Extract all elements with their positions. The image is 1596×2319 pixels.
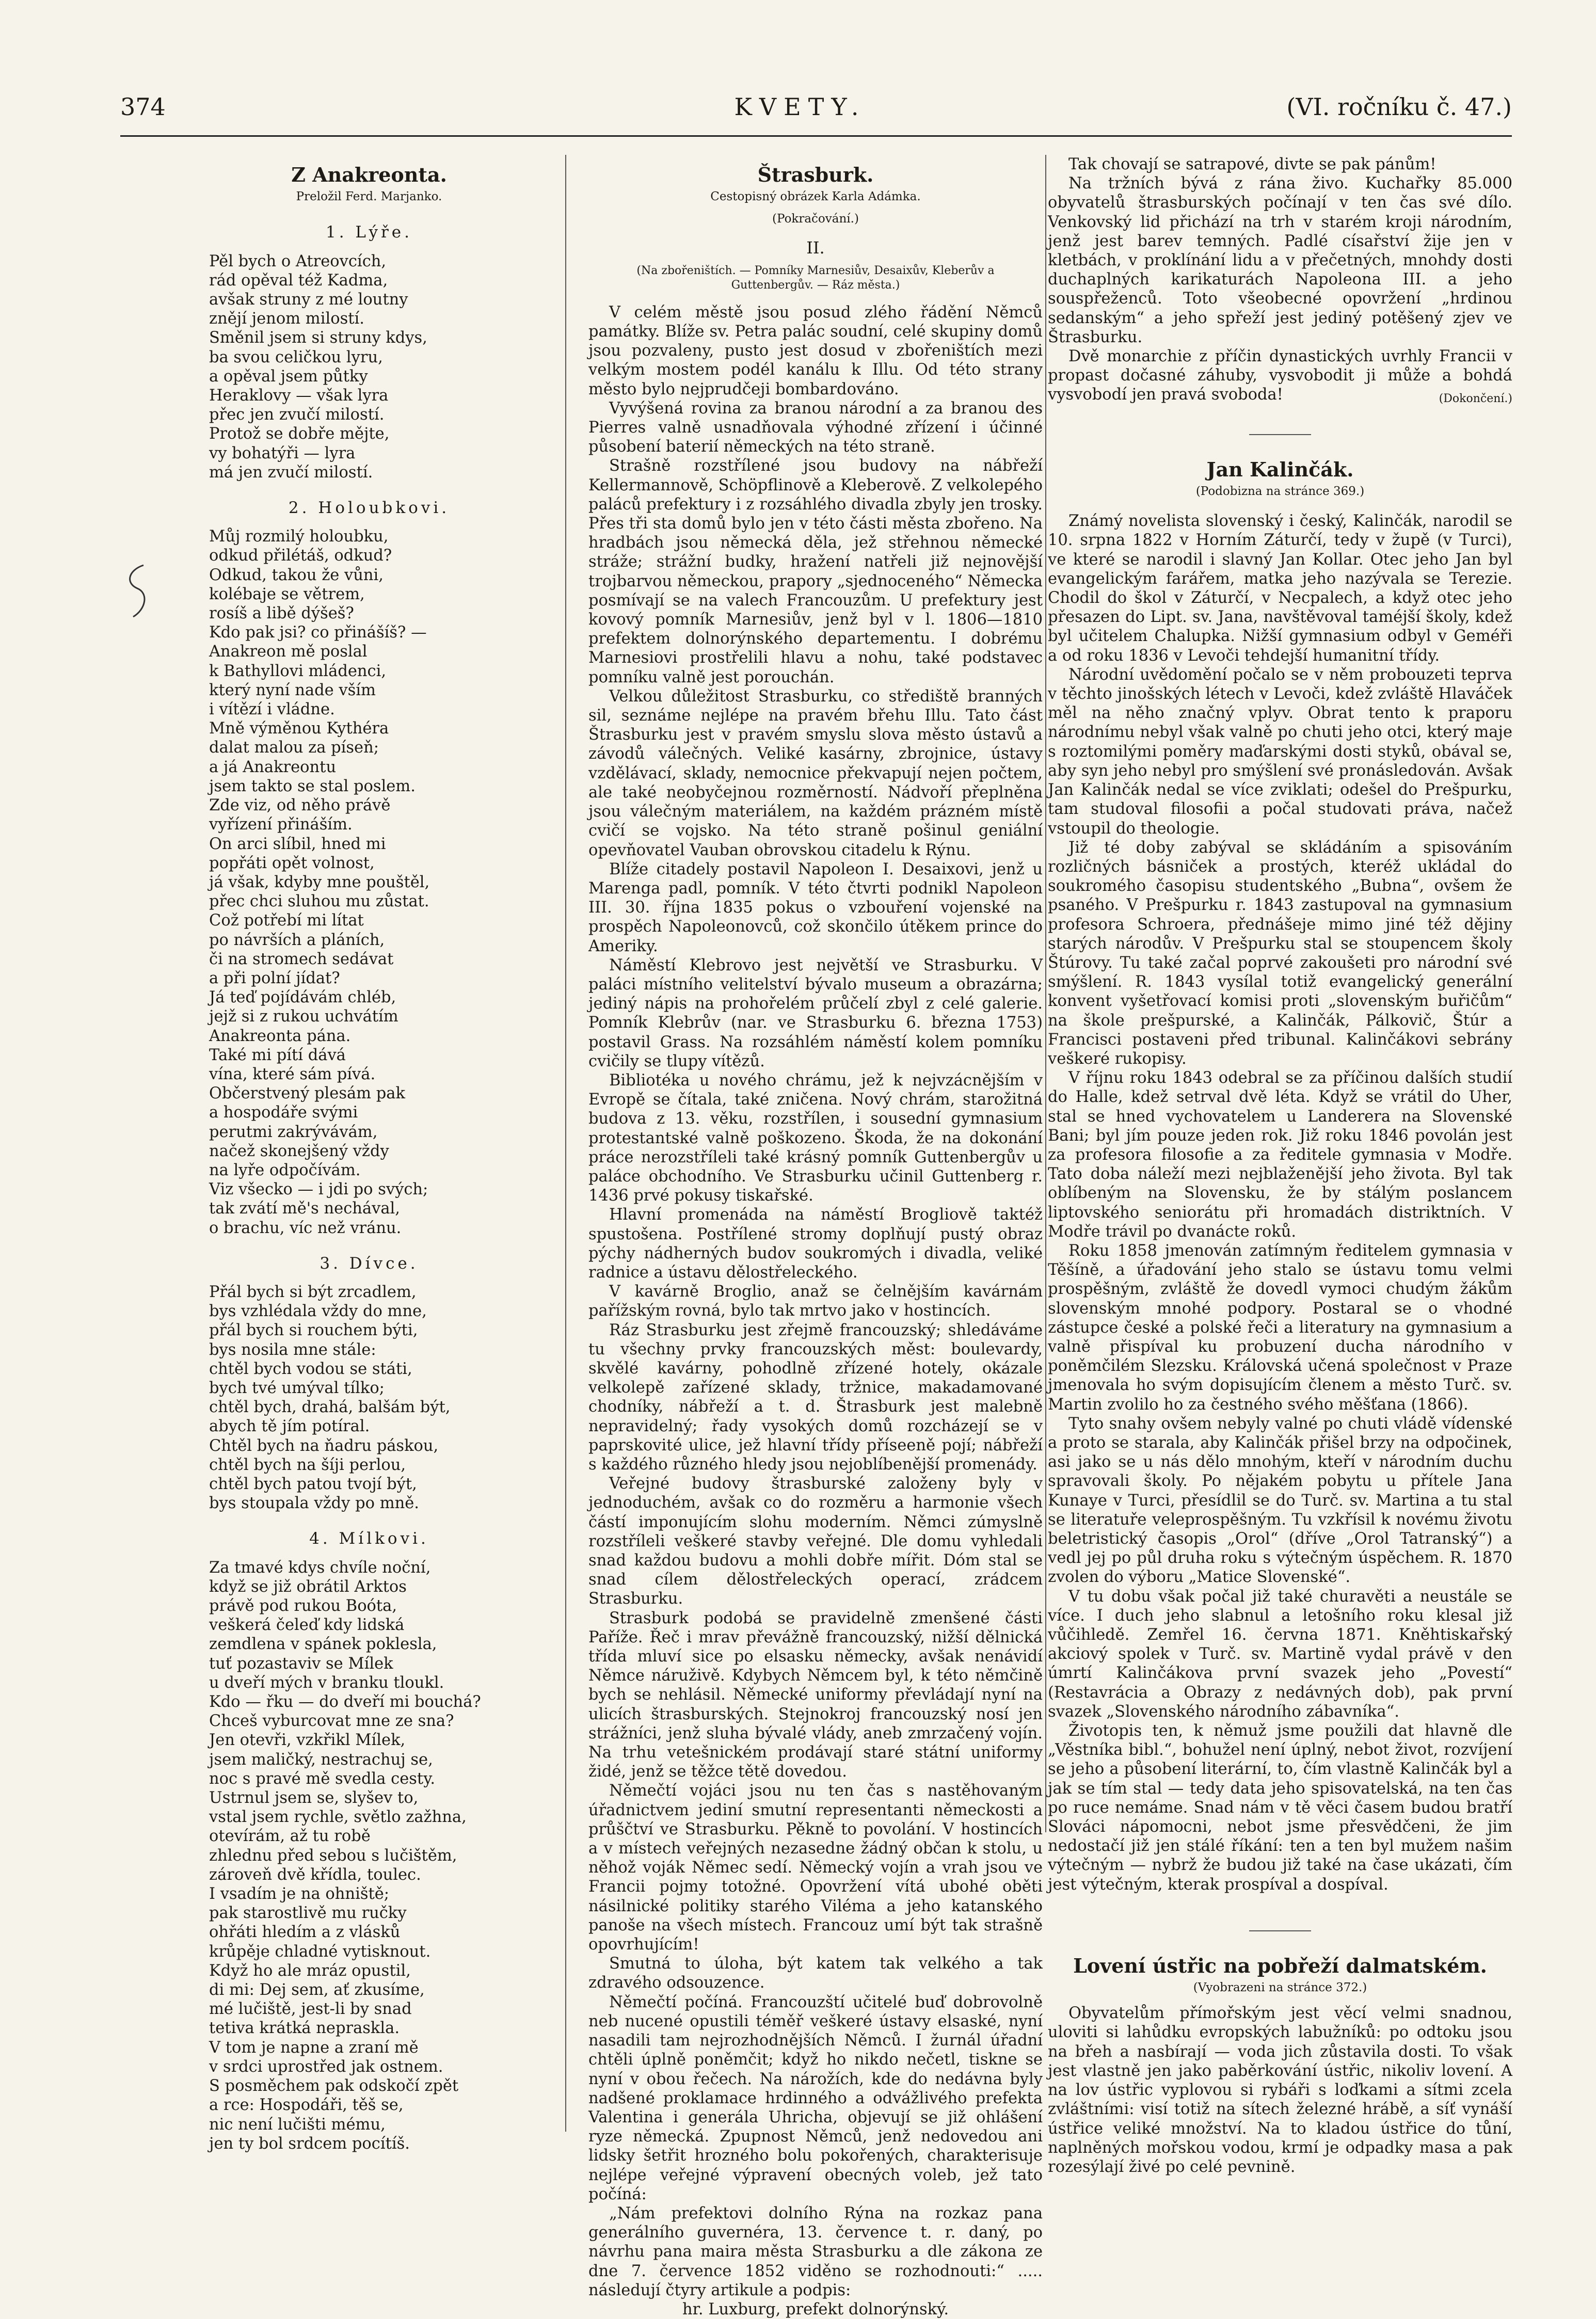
paragraph: Němečtí vojáci jsou nu ten čas s nastěhovaným úřadnictvem jediní smutní representanti německosti a průščtví ve Strasburku. Pěkně to povolání. V hostincích a v místech veřejných nezasedne žádný občan k stolu, u něhož voják Němec sedí. Německý vojín a vrah jsou ve Francii pojmy totožné. Opovržení vítá ubohé oběti násilnické politiky starého Viléma a jeho katanského panoše na všech místech. Francouz umí být tak strašně opovrhujícím! [588, 1782, 1043, 1954]
paragraph: Strasburk podobá se pravidelně zmenšené části Paříže. Řeč i mrav převážně francouzský, nižší dělnická třída mluví sice po elsasku německy, avšak nenávidí Němce náruživě. Kdybych Němcem byl, k této němčině bych se nehlásil. Německé uniformy převládají nyní na ulicích štrasburských. Stejnokroj francouzský nosí jen strážníci, jenž sluha bývalé vlády, aneb zmrzačený vojín. Na trhu vetešnickém prodávají staré státní uniformy židé, jenž se těžce tětě dovedou. [588, 1609, 1043, 1781]
verse-line: a při polní jídat? [209, 969, 340, 987]
verse-line: Odkud, takou že vůni, [209, 566, 384, 584]
chapter-number: II. [806, 237, 825, 258]
verse-line: S posměchem pak odskočí zpět [209, 2077, 459, 2096]
poem-section-heading: 2. Holoubkovi. [288, 499, 450, 518]
right-column [1048, 155, 1512, 2177]
verse-line: Protož se dobře mějte, [209, 425, 390, 443]
anakreon-column [209, 155, 529, 2153]
paragraph: Tyto snahy ovšem nebyly valné po chuti vládě vídenské a proto se starala, aby Kalinčák přišel brzy na odpočinek, asi jako se u nás dělo mnohým, kteří v národním duchu spravovali školy. Po nějakém pobytu u přítele Jana Kunaye v Turci, přesídlil se do Turč. sv. Martina a tu stal se literatuře veleprospěšným. Tu vzkřísil k novému životu beletristický časopis „Orol“ (dříve „Orol Tatranský“) a vedl jej po půl druha roku s výtečným úspěchem. R. 1870 zvolen do výboru „Matice Slovenské“. [1048, 1414, 1512, 1587]
verse-line: perutmi zakrývávám, [209, 1123, 378, 1141]
verse-line: Můj rozmilý holoubku, [209, 527, 389, 546]
verse-line: vstal jsem rychle, světlo zažhna, [209, 1808, 467, 1827]
verse-line: jsem maličký, nestrachuj se, [209, 1750, 433, 1769]
verse [209, 1283, 529, 1513]
strasburk-column [588, 155, 1043, 2319]
verse-line: rosíš a libě dýšeš? [209, 604, 354, 623]
verse-line: vína, které sám pívá. [209, 1065, 376, 1083]
paragraph: Blíže citadely postavil Napoleon I. Desaixovi, jenž u Marenga padl, pomník. V této čtvrti podnikl Napoleon III. 30. října 1835 pokus o vzbouření vojenské na prospěch Napoleonovců, což skončilo útěkem prince do Ameriky. [588, 860, 1043, 955]
verse-line: nic není lučišti mému, [209, 2115, 386, 2134]
verse-line: Anakreon mě poslal [209, 643, 368, 661]
signature: hr. Luxburg, prefekt dolnorýnský. [682, 2300, 949, 2318]
verse [209, 527, 529, 1238]
paragraph: V kavárně Broglio, anaž se čelnějším kavárnám pařížským rovná, bylo tak mrtvo jako v hostincích. [588, 1283, 1043, 1320]
verse-line: Viz všecko — i jdi po svých; [209, 1180, 428, 1199]
verse-line: k Bathyllovi mládenci, [209, 662, 387, 680]
verse-line: po návrších a pláních, [209, 931, 385, 949]
verse-line: Kdo pak jsi? co přinášíš? — [209, 623, 427, 642]
kalincak-subtitle: (Podobizna na stránce 369.) [1195, 485, 1365, 499]
paragraph: Ráz Strasburku jest zřejmě francouzský; shledáváme tu všechny prvky francouzských měst: boulevardy, skvělé kavárny, pohodlně zřízené hotely, okázale velkolepě zařízené sklady, tržnice, makadamované chodníky, nábřeží a t. d. Štrasburk jest malebně nepravidelný; řady vysokých domů rozcházejí se v paprskovité ulice, jež hlavní třídy příseeně pojí; nábřeží s každého různého hledy jsou nejoblíbenější promenády. [588, 1321, 1043, 1474]
verse-line: Občerstvený plesám pak [209, 1084, 405, 1103]
page-number: 374 [120, 93, 166, 121]
poem-section-heading: 1. Lýře. [325, 223, 412, 242]
paragraph: Veřejné budovy štrasburské založeny byly v jednoduchém, avšak co do rozměru a harmonie všech částí imponujícím slohu moderním. Němci zúmyslně rozstříleli veškeré stavby veřejné. Dle domu vyhledali snad každou budovu a mohli dobře mířit. Dóm stal se snad cílem dělostřeleckých operací, zrádcem Strasburku. [588, 1475, 1043, 1608]
paragraph: Náměstí Klebrovo jest největší ve Strasburku. V paláci místního velitelství bývalo museum a obrazárna; jediný nápis na prohořelém průčelí zbyl z celé galerie. Pomník Klebrův (nar. ve Strasburku 6. března 1753) postavil Grass. Na rozsáhlém náměstí kolem pomníku cvičily se tlupy vítězů. [588, 956, 1043, 1070]
paragraph: Bibliotéka u nového chrámu, jež k nejvzácnějším v Evropě se čítala, také zničena. Nový chrám, starožitná budova z 13. věku, rozstřílen, i sousední gymnasium protestantské valně poškozeno. Škoda, že na dokonání práce nerozstříleli také krásný pomník Guttenbergův u paláce obchodního. Ve Strasburku učinil Guttenberg r. 1436 prvé pokusy tiskařské. [588, 1071, 1043, 1205]
masthead: KVETY. [734, 93, 866, 121]
paragraph: V celém městě jsou posud zlého řádění Němců památky. Blíže sv. Petra palác soudní, celé skupiny domů jsou pozvaleny, pusto jest dosud v zbořeništích mezi velkým mostem podél kanálu k Illu. Od této strany město bylo nejprudčeji bombardováno. [588, 303, 1043, 398]
verse-line: tetiva krátká nepraskla. [209, 2019, 400, 2038]
verse-line: Anakreonta pána. [209, 1027, 351, 1045]
verse-line: a opěval jsem půtky [209, 367, 368, 386]
paragraph: Na tržních bývá z rána živo. Kuchařky 85.000 obyvatelů štrasburských počínají v ten čas své dílo. Venkovský lid přichází na trh v starém kroji národním, jenž jest barev temných. Padlé císařství žije jen v kletbách, v proklínání lidu a v přečetných, mnohdy dosti duchaplných karikaturách Napoleona III. a jeho souspřeženců. Toto všeobecné opovržení „hrdinou sedanským“ a jeho spřeží jest jediný potěšený zjev ve Štrasburku. [1048, 174, 1512, 346]
verse-line: o brachu, víc než vránu. [209, 1219, 402, 1237]
paragraph: Hlavní promenáda na náměstí Brogliově taktéž spustošena. Postřílené stromy doplňují pustý obraz pýchy nádherných budov soukromých i divadla, veliké radnice a ústavu dělostřeleckého. [588, 1206, 1043, 1282]
verse-line: Kdo — řku — do dveří mi bouchá? [209, 1693, 481, 1712]
paragraph: Národní uvědomění počalo se v něm probouzeti teprva v těchto jinošských létech v Levoči, kdež zvláště Hlaváček měl na něho značný vplyv. Obrat tento k praporu národnímu nebyl však valně po chuti jeho otci, který maje s roztomilými poměry maďarskými dosti styků, obával se, aby syn jeho nebyl pro smýšlení své pronásledován. Avšak Jan Kalinčák nedal se více zviklati; odešel do Prešpurku, tam studoval filosofii a počal studovati práva, načež vstoupil do theologie. [1048, 665, 1512, 838]
verse-line: abych tě jím potíral. [209, 1417, 370, 1436]
verse-line: u dveří mých v branku tloukl. [209, 1673, 444, 1692]
verse-line: popřáti opět volnost, [209, 854, 375, 872]
verse-line: zemdlena v spánek poklesla, [209, 1635, 437, 1654]
ustrice-title: Lovení ústřic na pobřeží dalmatském. [1073, 1954, 1487, 1977]
strasburk-ending [1048, 155, 1512, 405]
verse-line: mé lučiště, jest-li by snad [209, 2000, 412, 2019]
verse-line: přál bych si rouchem býti, [209, 1321, 418, 1340]
paragraph: Velkou důležitost Strasburku, co střediště branných sil, seznáme nejlépe na pravém břehu Illu. Tato část Štrasburku jest v pravém smyslu slova město ústavů a závodů válečných. Veliké kasárny, zbrojnice, ústavy vzdělávací, sklady, nemocnice překvapují nejen počtem, ale také neobyčejnou rozměrností. Nádvoří přeplněna jsou válečným materiálem, na každém prázném místě cvičí se vojsko. Na této straně pošinul geniální opevňovatel Vauban obrovskou citadelu k Rýnu. [588, 687, 1043, 859]
paragraph: V říjnu roku 1843 odebral se za příčinou dalších studií do Halle, kdež setrval dvě léta. Když se vrátil do Uher, stal se hned vychovatelem u Landerera na Slovenské Bani; byl jím pouze jeden rok. Již roku 1846 povolán jest za profesora filosofie a za ředitele gymnasia v Modře. Tato doba náleží mezi nejblaženější jeho života. Byl tak oblíbeným na Slovensku, že by stálým poslancem liptovského seniorátu při hromadách distriktních. V Modře trávil po dvanácte roků. [1048, 1069, 1512, 1241]
continued-note: (Pokračování.) [772, 212, 859, 226]
verse-line: má jen zvučí milostí. [209, 463, 373, 482]
verse-line: zhlednu před sebou s lučištěm, [209, 1846, 457, 1865]
verse-line: Pěl bych o Atreovcích, [209, 252, 387, 270]
kalincak-title: Jan Kalinčák. [1206, 457, 1354, 481]
translator-credit: Preložil Ferd. Marjanko. [296, 190, 442, 204]
verse-line: Za tmavé kdys chvíle noční, [209, 1558, 431, 1577]
verse-line: Přál bych si být zrcadlem, [209, 1283, 417, 1301]
poem-section-heading: 4. Mílkovi. [309, 1529, 429, 1548]
verse-line: chtěl bych vodou se státi, [209, 1360, 412, 1378]
verse-line: Zde viz, od něho právě [209, 796, 391, 815]
verse-line: Také mi pítí dává [209, 1046, 346, 1064]
separator [1249, 1930, 1311, 1931]
paragraph: Strašně rozstřílené jsou budovy na nábřeží Kellermannově, Schöpflinově a Kleberově. Z velkolepého paláců prefektury i z rozsáhlého divadla zbyly jen trosky. Přes tři sta domů bylo jen v této části města zbořeno. Na hradbách jsou německá děla, jež střehnou německé stráže; strážní budky, hražení natřeli již nejnovější trojbarvou německou, prapory „sjednoceného“ Německa posmívají se na valech Francouzům. U prefektury jest kovový pomník Marnesiův, jenž byl v l. 1806—1810 prefektem dolnorýnského departementu. I dobrému Marnesiovi prostřelili hlavu a nohu, také podstavec pomníku valně jest porouchán. [588, 457, 1043, 686]
contents-note: (Na zbořeništích. — Pomníky Marnesiův, Desaixův, Kleberův a Guttenbergův. — Ráz města.) [636, 264, 995, 292]
verse-line: avšak struny z mé loutny [209, 291, 408, 309]
poem-sections [209, 223, 529, 2153]
verse-line: di mi: Dej sem, ať zkusíme, [209, 1981, 425, 2000]
verse-line: rád opěval též Kadma, [209, 271, 388, 290]
verse-line: kolébaje se větrem, [209, 585, 365, 603]
verse-line: I vsadím je na ohniště; [209, 1885, 390, 1904]
verse-line: a hospodáře svými [209, 1103, 358, 1122]
verse-line: veškerá čeleď kdy lidská [209, 1616, 405, 1635]
verse-line: V tom je napne a zraní mě [209, 2038, 419, 2057]
paragraph: „Nám prefektovi dolního Rýna na rozkaz pana generálního guvernéra, 13. července t. r. daný, po návrhu pana maira města Strasburku a dle zákona ze dne 7. července 1852 viděno se rozhodnouti:“ ..... následují čtyry artikule a podpis: [588, 2204, 1043, 2299]
article-title: Štrasburk. [757, 163, 874, 186]
verse-line: znějí jenom milostí. [209, 310, 364, 328]
verse-line: On arci slíbil, hned mi [209, 835, 386, 853]
verse-line: jen ty bol srdcem pocítíš. [209, 2134, 410, 2153]
verse-line: když se již obrátil Arktos [209, 1577, 407, 1596]
verse-line: Chtěl bych na ňadru páskou, [209, 1436, 439, 1455]
paragraph: Němečtí počíná. Francouzští učitelé buď dobrovolně neb nucené opustili téměř veškeré ústavy elsaské, nyní nasadili tam nejrozhodnějších Němců. I žurnál úřadní chtěli úplně poněmčit; když ho nikdo nečetl, tiskne se nyní v obou řečech. Na nárožích, kde do nedávna byly nadšené proklamace hrdinného a odvážlivého prefekta Valentina i generála Uhricha, objevují se již ohlášení ryze německá. Zpupnost Němců, jenž nedovedou ani lidsky šetřit hrozného bolu pokořených, charakterisuje nejlépe veřejné výpravení obecných voleb, jež tato počíná: [588, 1993, 1043, 2203]
verse-line: či na stromech sedávat [209, 950, 394, 968]
separator [1249, 434, 1311, 435]
verse-line: Směnil jsem si struny kdys, [209, 329, 427, 347]
verse-line: bych tvé umýval tílko; [209, 1379, 385, 1397]
verse-line: jejž si z rukou uchvátím [209, 1007, 398, 1026]
verse-line: Mně výměnou Kythéra [209, 719, 389, 738]
verse-line: chtěl bych, drahá, balšám být, [209, 1398, 451, 1417]
verse-line: jsem takto se stal poslem. [209, 777, 416, 795]
verse-line: a já Anakreontu [209, 758, 337, 776]
verse-line: pak starostlivě mu ručky [209, 1904, 407, 1923]
kalincak-body [1048, 511, 1512, 1894]
verse-line: otevírám, až tu robě [209, 1827, 371, 1846]
verse-line: Já teď pojídávám chléb, [209, 988, 396, 1007]
verse-line: vyřízení přináším. [209, 815, 353, 834]
verse-line: právě pod rukou Boóta, [209, 1597, 397, 1616]
verse [209, 1558, 529, 2153]
pencil-mark-icon [123, 560, 154, 622]
verse-line: přec chci sluhou mu zůstat. [209, 892, 429, 911]
column-rule-left [565, 155, 566, 2132]
paragraph: Známý novelista slovenský i český, Kalinčák, narodil se 10. srpna 1822 v Horním Záturčí, tedy v župě (v Turci), ve které se narodil i slavný Jan Kollar. Otec jeho Jan byl evangelickým farářem, matka jeho nazývala se Terezie. Chodil do škol v Záturčí, v Necpalech, a když otec jeho přesazen do Lipt. sv. Jana, navštěvoval taméjší školy, kdež byl učitelem Chalupka. Nižší gymnasium odbyl v Geméři a od roku 1836 v Levoči tehdejší humanitní třídy. [1048, 512, 1512, 665]
verse-line: a rce: Hospodáři, těš se, [209, 2096, 404, 2115]
verse-line: bys vzhlédala vždy do mne, [209, 1302, 427, 1321]
paragraph: Tak chovají se satrapové, divte se pak pánům! [1068, 155, 1437, 173]
issue-label: (VI. ročníku č. 47.) [1286, 93, 1512, 121]
verse-line: na lyře odpočívám. [209, 1161, 361, 1179]
verse-line: chtěl bych na šíji perlou, [209, 1456, 406, 1474]
verse-line: i vítězí i vládne. [209, 700, 335, 719]
verse-line: Což potřebí mi lítat [209, 911, 364, 930]
verse-line: Chceš vyburcovat mne ze sna? [209, 1712, 454, 1731]
ustrice-subtitle: (Vyobrazeni na stránce 372.) [1193, 1981, 1367, 1995]
paragraph: V tu dobu však počal již také churavěti a neustále se více. I duch jeho slabnul a letošního roku klesal již vůčihledě. Zemřel 16. června 1871. Kněhtiskařský akciový spolek v Turč. sv. Martině vydal právě v den úmrtí Kalinčákova první svazek jeho „Povestí“ (Restavrácia a Obrazy z nedávných dob), pak první svazek „Slovenského národního zábavníka“. [1048, 1587, 1512, 1721]
article-body [588, 303, 1043, 2300]
verse-line: ohřáti hledím a z vlásků [209, 1923, 401, 1942]
verse-line: zároveň dvě křídla, toulec. [209, 1865, 421, 1884]
article-subtitle: Cestopisný obrázek Karla Adámka. [710, 190, 921, 204]
verse-line: přec jen zvučí milostí. [209, 406, 385, 424]
verse-line: Jen otevři, vzkřikl Mílek, [209, 1731, 406, 1750]
to-be-continued-note: (Dokončení.) [1439, 392, 1512, 405]
verse-line: načež skonejšený vždy [209, 1142, 389, 1160]
verse-line: dalat malou za píseň; [209, 739, 379, 757]
verse-line: tuť pozastaviv se Mílek [209, 1654, 393, 1673]
paragraph: Již té doby zabýval se skládáním a spisováním rozličných básniček a prostých, kteréž ukládal do soukromého časopisu studentského „Bubna“, ovšem že psaného. V Prešpurku r. 1843 zastupoval na gymnasium profesora Schroera, přednášeje mimo jiné též dějiny starých národův. V Prešpurku stal se stoupencem školy Štúrovy. Tu také začal poprvé zakoušeti pro národní své smýšlení. R. 1843 vysílal totiž evangelický generální konvent vyšetřovací komisi proti „slovenským buřičům“ na škole prešpurské, a Kalinčák, Pálkovič, Štúr a Francisci postaveni před tribunal. Kalinčákovi sebrány veškeré rukopisy. [1048, 838, 1512, 1068]
verse-line: Když ho ale mráz opustil, [209, 1961, 411, 1980]
verse-line: Ustrnul jsem se, slyšev to, [209, 1789, 419, 1808]
verse [209, 252, 529, 482]
ustrice-body [1048, 2004, 1512, 2177]
paragraph: Vyvýšená rovina za branou národní a za branou des Pierres valně usnadňovala výhodné zřízení i účinné působení baterií německých na této straně. [588, 399, 1043, 456]
verse-line: vy bohatýři — lyra [209, 444, 356, 462]
paragraph: Životopis ten, k němuž jsme použili dat hlavně dle „Věstníka bibl.“, bohužel není úplný, nebot život, rozvíjení se jeho a působení literární, to, čím vlastně Kalinčák byl a jak se tím stal — tedy data jeho spisovatelská, na ten čas po ruce nemáme. Snad nám v tě věci časem budou bratří Slováci nápomocni, nebot jsme přesvědčeni, že jim nedostačí již jen stálé říkání: ten a ten byl mužem našim výtečným — nybrž že budou již také na čase ukázati, čím jest výtečným, kterak prospíval a dospíval. [1048, 1722, 1512, 1894]
verse-line: který nyní nade vším [209, 681, 376, 699]
verse-line: noc s pravé mě svedla cesty. [209, 1769, 436, 1788]
verse-line: tak zvátí mě's nechával, [209, 1200, 400, 1218]
verse-line: já však, kdyby mne pouštěl, [209, 873, 430, 891]
verse-line: chtěl bych patou tvojí být, [209, 1475, 417, 1493]
paragraph: Smutná to úloha, být katem tak velkého a tak zdravého odsouzence. [588, 1955, 1043, 1992]
verse-line: Heraklovy — však lyra [209, 387, 389, 405]
verse-line: v srdci uprostřed jak ostnem. [209, 2057, 443, 2076]
paragraph: Obyvatelům přímořským jest věcí velmi snadnou, uloviti si lahůdku evropských labužníků: po odtoku jsou na břeh a nasbírají — voda jich zůstavila dosti. To však jest vlastně jen jako paběrkování ústřic, nikoliv lovení. A na lov ústřic vyplovou si rybáři s loďkami a sítmi zcela zvláštními: visí totiž na sítech železné hrábě, a síť vynáší ústřice veliké množství. Na to kladou ústřice do tůní, naplněných mořskou vodou, krmí je odpadky masa a pak rozesýlají živé po celé pevnině. [1048, 2004, 1512, 2176]
verse-line: bys nosila mne stále: [209, 1340, 376, 1359]
header-rule [120, 135, 1512, 137]
paragraph: Dvě monarchie z příčin dynastických uvrhly Francii v propast dočasné záhuby, vysvobodit ji může a bohdá vysvobodí jen pravá svoboda! [1048, 347, 1512, 404]
verse-line: odkud přilétáš, odkud? [209, 547, 392, 565]
verse-line: ba svou celičkou lyru, [209, 348, 383, 366]
poem-title: Z Anakreonta. [291, 163, 447, 186]
verse-line: bys stoupala vždy po mně. [209, 1494, 419, 1513]
poem-section-heading: 3. Dívce. [320, 1254, 419, 1273]
column-rule-right [1045, 155, 1046, 1832]
paragraph: Roku 1858 jmenován zatímným ředitelem gymnasia v Těšíně, a úřadování jeho stalo se ústavu tomu velmi prospěšným, zvláště že dovedl vymoci chudým žákům slovenským mnohé podpory. Postaral se o vhodné zástupce české a polské řeči a literatury na gymnasium a valně přispíval ku probuzení ducha národního v poněmčilém Slezsku. Královská učená společnost v Praze jmenovala ho svým dopisujícím členem a město Turč. sv. Martin zvolilo ho za čestného svého měšťana (1866). [1048, 1241, 1512, 1414]
verse-line: krůpěje chladné vytisknout. [209, 1942, 431, 1961]
